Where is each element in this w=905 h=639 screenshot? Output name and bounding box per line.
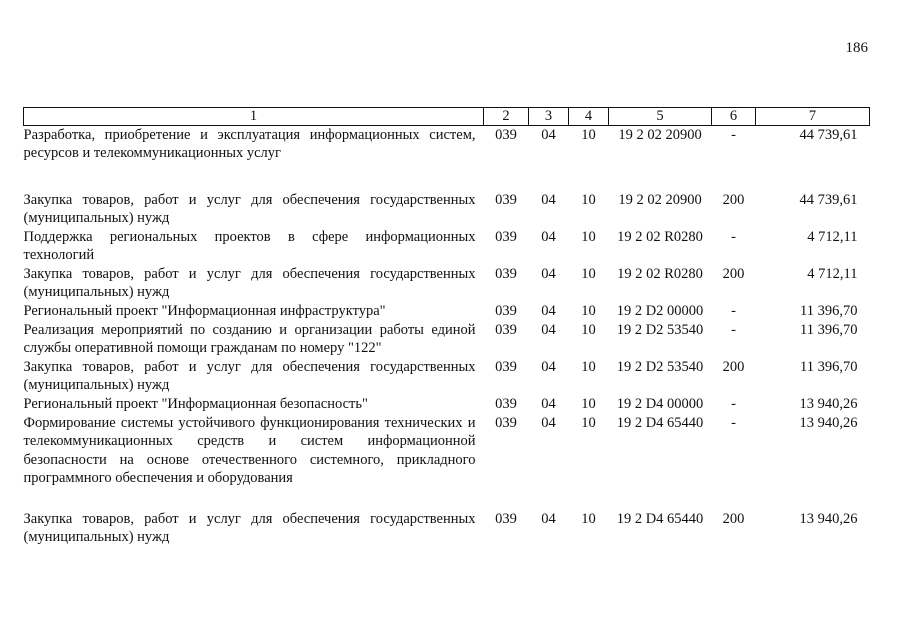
row-code-5: 19 2 D4 65440 (616, 415, 704, 431)
row-code-5: 19 2 D2 53540 (616, 322, 704, 338)
row-code-2: 039 (495, 322, 517, 338)
row-name: Закупка товаров, работ и услуг для обеспечения государственных (муниципальных) нужд (23, 266, 476, 301)
row-code-5: 19 2 02 20900 (618, 127, 702, 143)
row-code-3: 04 (541, 511, 556, 527)
page-number: 186 (845, 40, 868, 56)
row-code-6: 200 (722, 359, 745, 375)
row-code-2: 039 (495, 396, 517, 412)
column-header-2: 2 (484, 108, 529, 126)
row-name: Реализация мероприятий по созданию и организации работы единой службы оперативной помощи гражданам по номеру "122" (23, 322, 476, 357)
row-amount: 13 940,26 (799, 396, 858, 412)
row-amount: 44 739,61 (799, 192, 858, 208)
row-code-6: 200 (722, 192, 745, 208)
row-code-3: 04 (541, 322, 556, 338)
row-name: Закупка товаров, работ и услуг для обеспечения государственных (муниципальных) нужд (23, 192, 476, 227)
row-code-4: 10 (581, 192, 596, 208)
column-header-6: 6 (712, 108, 756, 126)
row-amount: 4 712,11 (807, 229, 858, 245)
row-code-6: - (731, 415, 736, 431)
row-name: Региональный проект "Информационная инфраструктура" (23, 303, 386, 319)
row-code-6: - (731, 303, 736, 319)
row-code-5: 19 2 D2 53540 (616, 359, 704, 375)
table-header-row (24, 108, 870, 126)
row-code-5: 19 2 D2 00000 (616, 303, 704, 319)
row-name: Закупка товаров, работ и услуг для обеспечения государственных (муниципальных) нужд (23, 511, 476, 546)
row-amount: 11 396,70 (800, 322, 858, 338)
table-row (24, 510, 870, 547)
row-code-4: 10 (581, 396, 596, 412)
row-code-4: 10 (581, 415, 596, 431)
row-code-6: - (731, 229, 736, 245)
table-row (24, 302, 870, 321)
table-row (24, 321, 870, 358)
row-code-3: 04 (541, 396, 556, 412)
table-row (24, 126, 870, 192)
table-row (24, 414, 870, 510)
row-name: Закупка товаров, работ и услуг для обеспечения государственных (муниципальных) нужд (23, 359, 476, 394)
row-code-4: 10 (581, 511, 596, 527)
row-code-6: - (731, 127, 736, 143)
row-code-2: 039 (495, 192, 517, 208)
row-code-6: 200 (722, 511, 745, 527)
row-code-4: 10 (581, 303, 596, 319)
row-code-3: 04 (541, 415, 556, 431)
row-code-2: 039 (495, 415, 517, 431)
row-name: Разработка, приобретение и эксплуатация информационных систем, ресурсов и телекоммуникационных услуг (23, 127, 476, 162)
row-code-6: - (731, 396, 736, 412)
table-row (24, 265, 870, 302)
row-amount: 11 396,70 (800, 303, 858, 319)
row-code-6: 200 (722, 266, 745, 282)
row-amount: 13 940,26 (799, 415, 858, 431)
row-code-5: 19 2 D4 00000 (616, 396, 704, 412)
row-name: Формирование системы устойчивого функционирования технических и телекоммуникационных средств и систем информационной безопасности на основе отечественного системного, прикладного программного обеспечения и оборудования (23, 415, 476, 486)
row-code-4: 10 (581, 359, 596, 375)
row-code-5: 19 2 02 R0280 (617, 229, 703, 245)
row-amount: 44 739,61 (799, 127, 858, 143)
row-code-2: 039 (495, 359, 517, 375)
column-header-3: 3 (529, 108, 569, 126)
row-code-2: 039 (495, 229, 517, 245)
row-code-2: 039 (495, 303, 517, 319)
row-code-3: 04 (541, 359, 556, 375)
row-code-4: 10 (581, 229, 596, 245)
column-header-1: 1 (24, 108, 484, 126)
table-row (24, 358, 870, 395)
table-row (24, 395, 870, 414)
column-header-5: 5 (609, 108, 712, 126)
row-code-3: 04 (541, 266, 556, 282)
row-name: Региональный проект "Информационная безопасность" (23, 396, 368, 412)
row-code-5: 19 2 02 R0280 (617, 266, 703, 282)
budget-table (23, 107, 870, 547)
row-code-5: 19 2 02 20900 (618, 192, 702, 208)
row-code-6: - (731, 322, 736, 338)
row-code-3: 04 (541, 192, 556, 208)
row-code-4: 10 (581, 127, 596, 143)
row-name: Поддержка региональных проектов в сфере информационных технологий (23, 229, 476, 264)
row-amount: 13 940,26 (799, 511, 858, 527)
row-code-2: 039 (495, 127, 517, 143)
row-code-3: 04 (541, 303, 556, 319)
row-code-3: 04 (541, 127, 556, 143)
table-row (24, 228, 870, 265)
row-amount: 11 396,70 (800, 359, 858, 375)
column-header-4: 4 (569, 108, 609, 126)
row-code-4: 10 (581, 322, 596, 338)
row-code-3: 04 (541, 229, 556, 245)
row-code-4: 10 (581, 266, 596, 282)
column-header-7: 7 (756, 108, 870, 126)
table-row (24, 191, 870, 228)
row-code-2: 039 (495, 511, 517, 527)
row-code-5: 19 2 D4 65440 (616, 511, 704, 527)
row-code-2: 039 (495, 266, 517, 282)
row-amount: 4 712,11 (807, 266, 858, 282)
